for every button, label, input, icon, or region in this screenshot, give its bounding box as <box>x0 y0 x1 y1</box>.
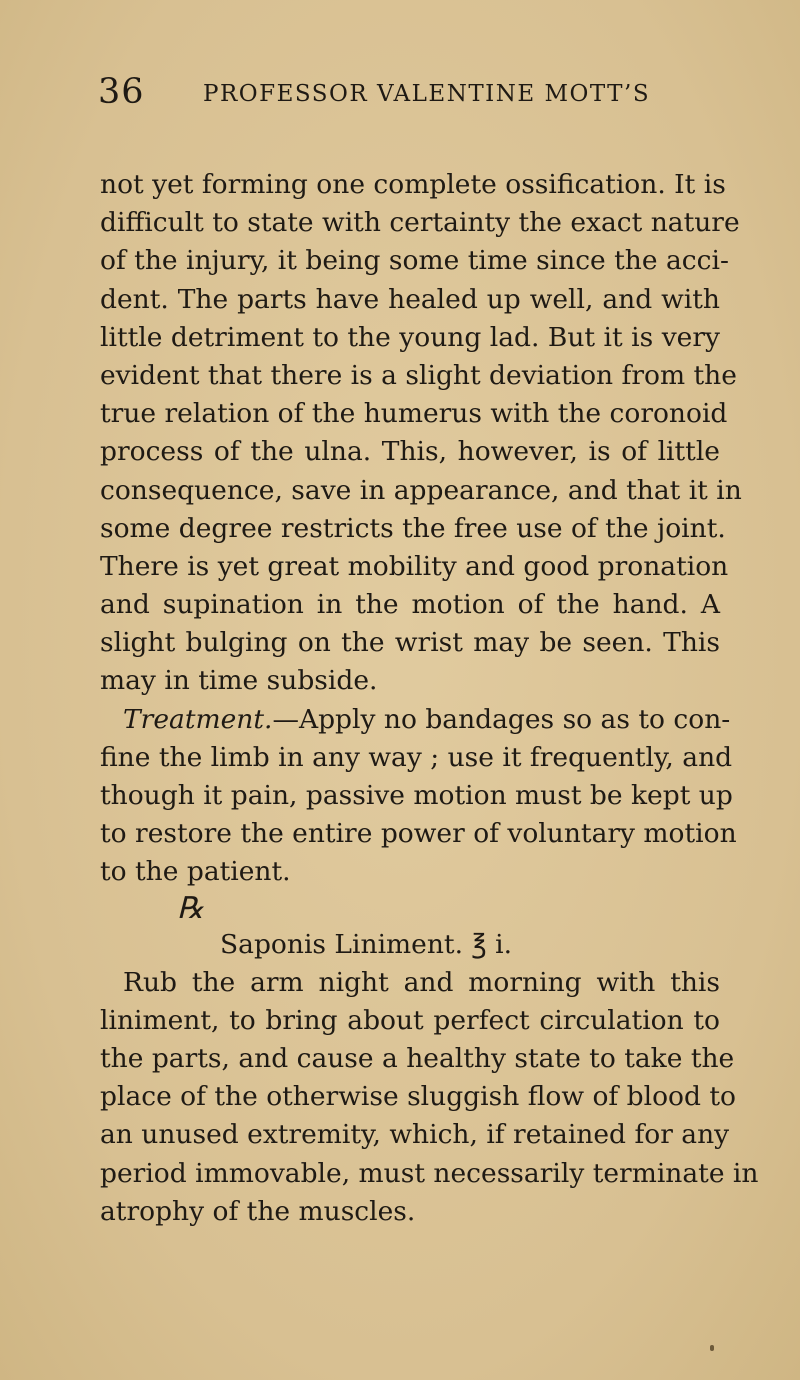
text-line: fine the limb in any way ; use it frequently, and <box>100 741 733 773</box>
text-line: to restore the entire power of voluntary motion <box>100 818 737 850</box>
text-line: liniment, to bring about perfect circulation to <box>100 1004 720 1036</box>
text-line: There is yet great mobility and good pronation <box>100 550 729 582</box>
text-line: the parts, and cause a healthy state to take the <box>100 1042 735 1074</box>
text-line: slight bulging on the wrist may be seen. This <box>100 627 720 659</box>
page-number: 36 <box>98 72 145 112</box>
text-line: dent. The parts have healed up well, and with <box>100 283 720 315</box>
text-line: evident that there is a slight deviation from the <box>100 359 737 391</box>
text-line: not yet forming one complete ossification. It is <box>100 169 726 200</box>
text-line: Rub the arm night and morning with this <box>123 966 720 998</box>
text-line: and supination in the motion of the hand. A <box>100 589 720 621</box>
ink-speck <box>710 1345 714 1351</box>
body-text <box>100 166 759 1231</box>
text-line: an unused extremity, which, if retained for any <box>100 1119 730 1151</box>
treatment-label: Treatment. <box>123 703 273 735</box>
text-line: consequence, save in appearance, and that it in <box>100 474 742 506</box>
text-line: atrophy of the muscles. <box>100 1195 416 1227</box>
text-line: process of the ulna. This, however, is of little <box>100 436 720 468</box>
text-line: of the injury, it being some time since the acci- <box>100 245 729 277</box>
text-line: place of the otherwise sluggish flow of blood to <box>100 1081 736 1113</box>
paragraph-instructions <box>100 964 759 1231</box>
running-head: PROFESSOR VALENTINE MOTT’S <box>203 81 651 107</box>
prescription-formula: Saponis Liniment. ℥ i. <box>220 928 513 960</box>
text-line: may in time subside. <box>100 665 378 697</box>
page-header <box>98 72 718 122</box>
prescription <box>100 892 720 964</box>
text-line: though it pain, passive motion must be kept up <box>100 780 733 811</box>
text-line: little detriment to the young lad. But it is very <box>100 321 720 353</box>
recipe-symbol: ℞ <box>177 890 204 926</box>
treatment-first-line-text: —Apply no bandages so as to con- <box>272 703 731 735</box>
text-line: true relation of the humerus with the coronoid <box>100 398 728 430</box>
paragraph-treatment <box>100 701 737 892</box>
text-line: difficult to state with certainty the exact nature <box>100 207 740 239</box>
text-line: period immovable, must necessarily terminate in <box>100 1157 759 1189</box>
paragraph-case-description <box>100 166 742 701</box>
text-line: to the patient. <box>100 856 291 888</box>
treatment-first-line <box>100 701 731 739</box>
text-line: some degree restricts the free use of the joint. <box>100 512 726 544</box>
